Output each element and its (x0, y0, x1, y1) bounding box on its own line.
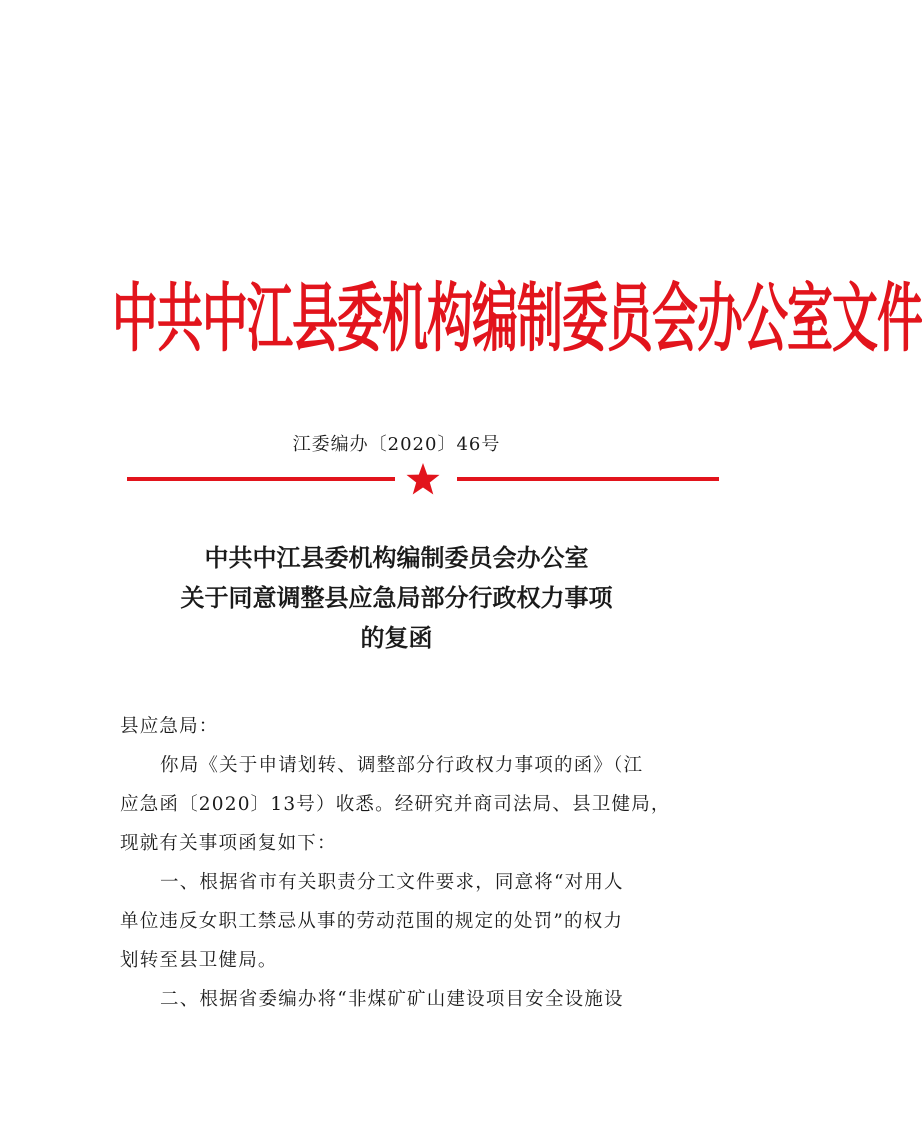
subject-line-2: 关于同意调整县应急局部分行政权力事项 (180, 583, 613, 612)
subject-line-3: 的复函 (360, 623, 433, 652)
salutation: 县应急局： (120, 716, 219, 737)
document-body (120, 707, 680, 1019)
document-number: 江委编办〔2020〕46号 (292, 434, 501, 455)
paragraph-2-line-3: 划转至县卫健局。 (120, 950, 278, 971)
document-subject (0, 538, 793, 658)
paragraph-2-line-1: 一、根据省市有关职责分工文件要求，同意将“对用人 (160, 872, 624, 893)
red-rule-left (127, 477, 395, 481)
paragraph-1-line-2: 应急函〔2020〕13号）收悉。经研究并商司法局、县卫健局， (120, 794, 671, 815)
paragraph-2-line-2: 单位违反女职工禁忌从事的劳动范围的规定的处罚”的权力 (120, 911, 624, 932)
red-rule-right (457, 477, 719, 481)
paragraph-3-line-1: 二、根据省委编办将“非煤矿矿山建设项目安全设施设 (160, 989, 624, 1010)
star-icon (405, 462, 441, 496)
document-header-title: 中共中江县委机构编制委员会办公室文件 (112, 274, 922, 362)
paragraph-1-line-1: 你局《关于申请划转、调整部分行政权力事项的函》（江 (160, 755, 644, 776)
subject-line-1: 中共中江县委机构编制委员会办公室 (204, 543, 589, 572)
paragraph-1-line-3: 现就有关事项函复如下： (120, 833, 337, 854)
